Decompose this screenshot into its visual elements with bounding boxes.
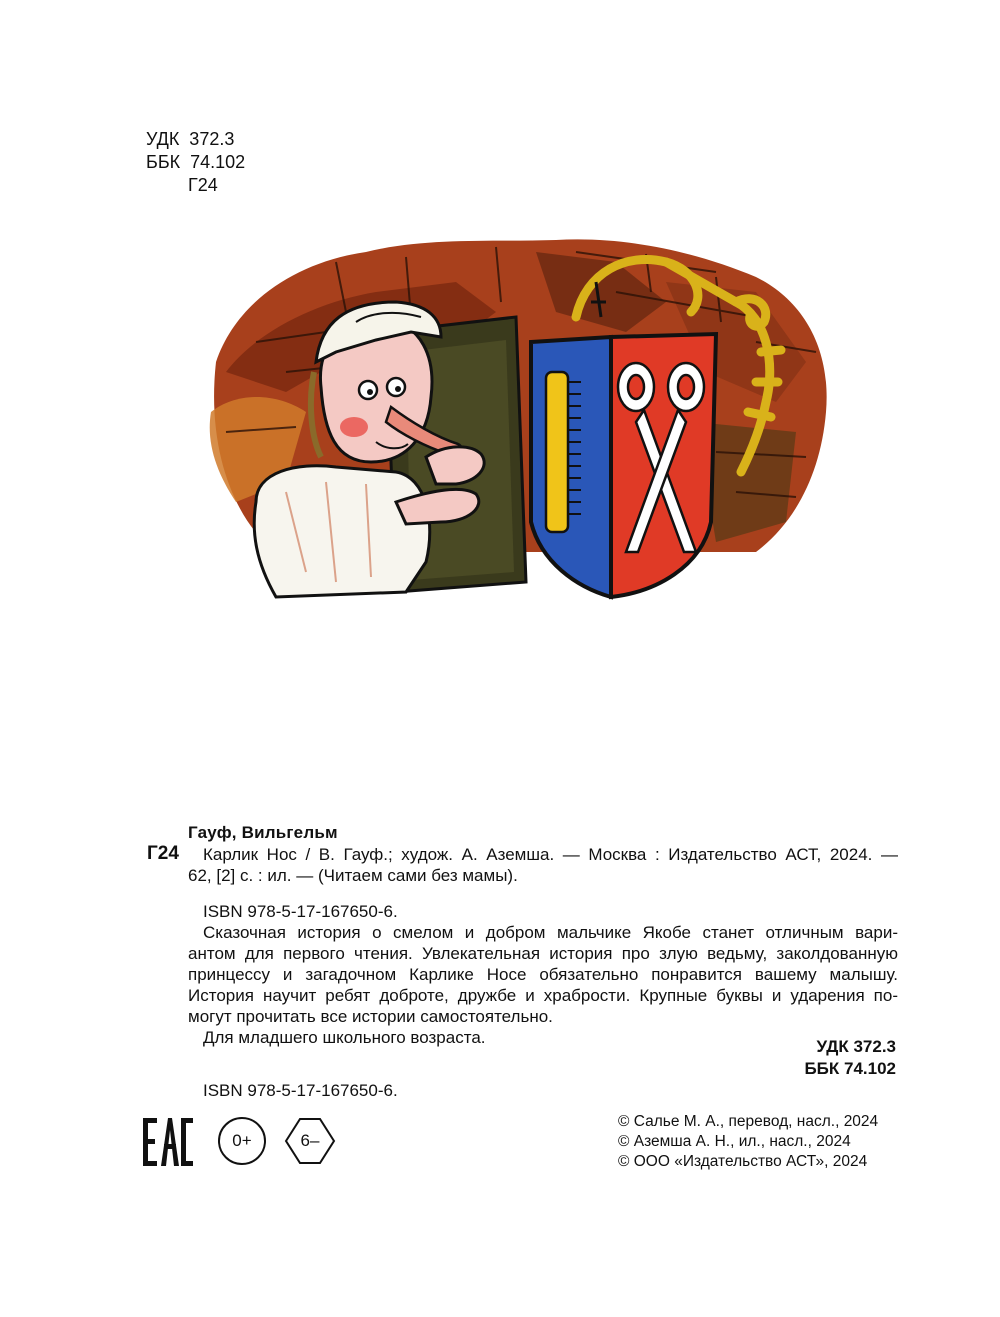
eac-mark-icon: [143, 1118, 193, 1166]
copyright-block: [618, 1112, 878, 1172]
age-rating-circle: [218, 1117, 266, 1165]
audience-note: Для младшего школьного возраста.: [203, 1028, 486, 1047]
author-name: Гауф, Вильгельм: [188, 823, 338, 842]
annotation-line-3: принцессу и загадочном Карлике Носе обязательно понравится вашему малышу.: [188, 965, 898, 984]
copyright-line-publisher: © ООО «Издательство АСТ», 2024: [618, 1153, 868, 1170]
barber-shield: [531, 334, 716, 597]
age-rating-diamond-label: 6–: [300, 1131, 320, 1150]
bottom-udk: УДК 372.3: [816, 1037, 896, 1056]
bottom-bbk: ББК 74.102: [804, 1059, 896, 1078]
isbn-top: ISBN 978-5-17-167650-6.: [203, 902, 398, 921]
copyright-line-translation: © Салье М. А., перевод, насл., 2024: [618, 1113, 879, 1130]
top-bbk: ББК 74.102: [146, 152, 246, 172]
age-rating-circle-label: 0+: [232, 1131, 252, 1150]
annotation-line-2: антом для первого чтения. Увлекательная история про злую ведьму, заколдованную: [188, 944, 898, 963]
annotation-line-5: могут прочитать все истории самостоятельно.: [188, 1007, 553, 1026]
top-cutter: Г24: [188, 175, 218, 195]
top-udk: УДК 372.3: [146, 129, 235, 149]
title-line-1: Карлик Нос / В. Гауф.; худож. А. Аземша. — Москва : Издательство АСТ, 2024. —: [203, 845, 898, 864]
title-line-2: 62, [2] с. : ил. — (Читаем сами без мамы).: [188, 866, 518, 885]
bottom-classification-codes: [760, 1036, 896, 1080]
book-illustration: [196, 222, 836, 622]
annotation-line-4: История научит ребят доброте, дружбе и храбрости. Крупные буквы и ударения по-: [188, 986, 898, 1005]
isbn-bottom: ISBN 978-5-17-167650-6.: [203, 1081, 398, 1100]
top-classification-codes: [146, 128, 245, 197]
cutter-mark: Г24: [147, 843, 179, 864]
annotation-line-1: Сказочная история о смелом и добром мальчике Якобе станет отличным вари-: [203, 923, 898, 942]
copyright-line-illustrations: © Аземша А. Н., ил., насл., 2024: [618, 1133, 851, 1150]
